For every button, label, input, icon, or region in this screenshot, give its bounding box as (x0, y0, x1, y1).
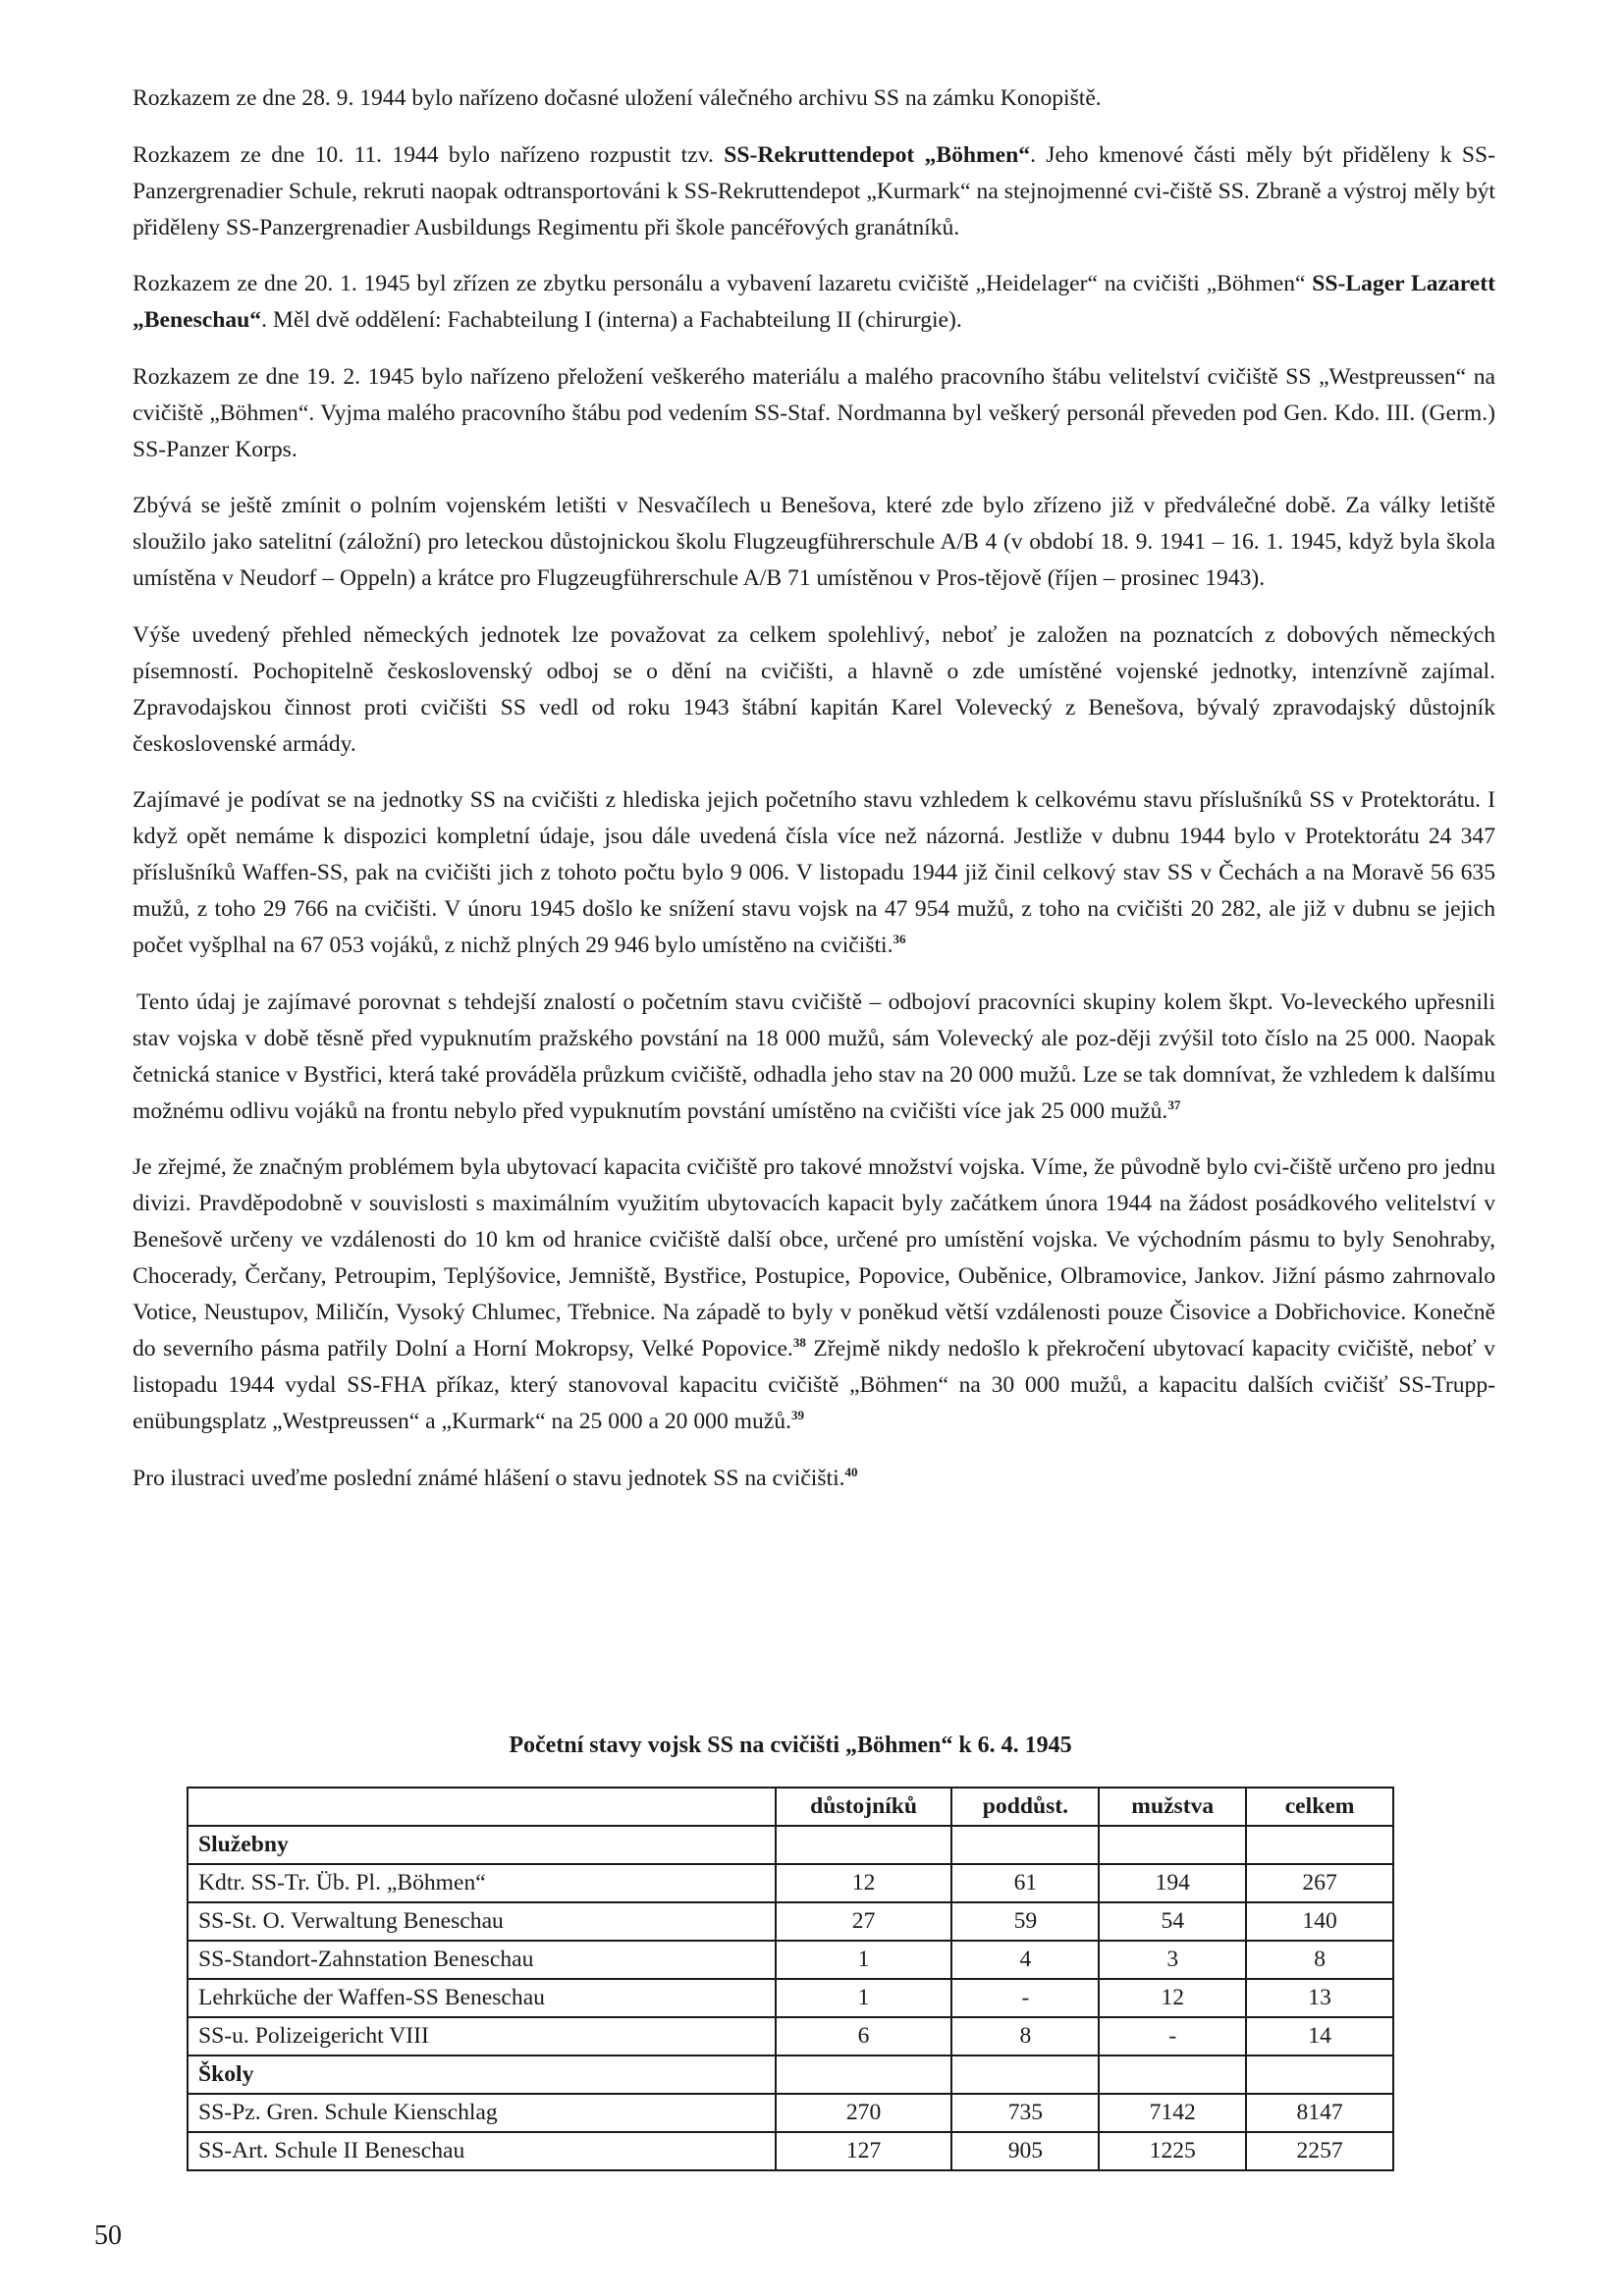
empty-cell (1246, 1826, 1393, 1864)
count-cell: 54 (1099, 1902, 1246, 1941)
count-cell: 8 (951, 2017, 1099, 2056)
count-cell: 12 (776, 1864, 952, 1902)
footnote-ref: 38 (792, 1335, 806, 1350)
count-cell: 7142 (1099, 2094, 1246, 2132)
table-row (188, 1941, 1393, 1979)
section-row (188, 1826, 1393, 1864)
count-cell: 735 (951, 2094, 1099, 2132)
text-run: Rozkazem ze dne 28. 9. 1944 bylo nařízeno dočasné uložení válečného archivu SS na zámku Konopiště. (133, 85, 1102, 111)
unit-name-cell: SS-Art. Schule II Beneschau (188, 2132, 776, 2170)
column-header: celkem (1246, 1788, 1393, 1826)
table-row (188, 1979, 1393, 2017)
text-run: Rozkazem ze dne 20. 1. 1945 byl zřízen ze zbytku personálu a vybavení lazaretu cvičiště „Heidelager“ na cvičišti „Böhmen“ (133, 271, 1313, 296)
empty-cell (951, 2056, 1099, 2094)
empty-cell (776, 2056, 952, 2094)
troop-strength-table (187, 1787, 1394, 2171)
count-cell: 140 (1246, 1902, 1393, 1941)
count-cell: 1 (776, 1979, 952, 2017)
paragraph (133, 1149, 1495, 1440)
header-cell-empty (188, 1788, 776, 1826)
count-cell: 59 (951, 1902, 1099, 1941)
count-cell: 1225 (1099, 2132, 1246, 2170)
count-cell: - (951, 1979, 1099, 2017)
footnote-ref: 39 (790, 1408, 804, 1422)
body-text (133, 80, 1495, 1517)
unit-name-cell: Lehrküche der Waffen-SS Beneschau (188, 1979, 776, 2017)
count-cell: 2257 (1246, 2132, 1393, 2170)
table-row (188, 2094, 1393, 2132)
count-cell: 267 (1246, 1864, 1393, 1902)
column-header: důstojníků (776, 1788, 952, 1826)
empty-cell (1099, 1826, 1246, 1864)
text-run: Je zřejmé, že značným problémem byla ubytovací kapacita cvičiště pro takové množství vojska. Víme, že původně bylo cvi-čiště určeno pro jednu divizi. Pravděpodobně v souvislosti s maximálním využitím ubytovacích kapacit byly začátkem února 1944 na žádost posádkového velitelství v Benešově určeny ve vzdálenosti do 10 km od hranice cvičiště další obce, určené pro umístění vojska. Ve východním pásmu to byly Senohraby, Chocerady, Čerčany, Petroupim, Teplýšovice, Jemniště, Bystřice, Postupice, Popovice, Ouběnice, Olbramovice, Jankov. Jižní pásmo zahrnovalo Votice, Neustupov, Miličín, Vysoký Chlumec, Třebnice. Na západě to byly v poněkud větší vzdálenosti pouze Čisovice a Dobřichovice. Konečně do severního pásma patřily Dolní a Horní Mokropsy, Velké Popovice. (133, 1154, 1495, 1362)
text-run: . Jeho kmenové části měly být přiděleny k SS-Panzergrenadier Schule, rekruti naopak odtransportováni k SS-Rekruttendepot „Kurmark“ na stejnojmenné cvi-čiště SS. Zbraně a výstroj měly být přiděleny SS-Panzergrenadier Ausbildungs Regimentu při škole pancéřových granátníků. (133, 141, 1495, 240)
footnote-ref: 37 (1167, 1096, 1181, 1112)
unit-name-cell: SS-u. Polizeigericht VIII (188, 2017, 776, 2056)
count-cell: 8 (1246, 1941, 1393, 1979)
text-run: Zajímavé je podívat se na jednotky SS na cvičišti z hlediska jejich početního stavu vzhledem k celkovému stavu příslušníků SS v Protektorátu. I když opět nemáme k dispozici kompletní údaje, jsou dále uvedená čísla více než názorná. Jestliže v dubnu 1944 bylo v Protektorátu 24 347 příslušníků Waffen-SS, pak na cvičišti jich z tohoto počtu bylo 9 006. V listopadu 1944 již činil celkový stav SS v Čechách a na Moravě 56 635 mužů, z toho 29 766 na cvičišti. V únoru 1945 došlo ke snížení stavu vojsk na 47 954 mužů, z toho na cvičišti 20 282, ale již v dubnu se jejich počet vyšplhal na 67 053 vojáků, z nichž plných 29 946 bylo umístěno na cvičišti. (133, 787, 1495, 958)
paragraph (133, 782, 1495, 964)
footnote-ref: 40 (844, 1464, 858, 1479)
empty-cell (1246, 2056, 1393, 2094)
unit-name-cell: SS-Standort-Zahnstation Beneschau (188, 1941, 776, 1979)
text-run: . Měl dvě oddělení: Fachabteilung I (interna) a Fachabteilung II (chirurgie). (261, 307, 962, 333)
count-cell: - (1099, 2017, 1246, 2056)
count-cell: 194 (1099, 1864, 1246, 1902)
text-run: Rozkazem ze dne 10. 11. 1944 bylo nařízeno rozpustit tzv. (133, 141, 725, 168)
section-label: Služebny (188, 1826, 776, 1864)
table-header-row (188, 1788, 1393, 1826)
paragraph (133, 1461, 1495, 1497)
text-run: Pro ilustraci uveďme poslední známé hlášení o stavu jednotek SS na cvičišti. (133, 1465, 845, 1491)
count-cell: 61 (951, 1864, 1099, 1902)
paragraph (133, 617, 1495, 763)
count-cell: 27 (776, 1902, 952, 1941)
text-run: Rozkazem ze dne 19. 2. 1945 bylo nařízeno přeložení veškerého materiálu a malého pracovního štábu velitelství cvičiště SS „Westpreussen“ na cvičiště „Böhmen“. Vyjma malého pracovního štábu pod vedením SS-Staf. Nordmanna byl veškerý personál převeden pod Gen. Kdo. III. (Germ.) SS-Panzer Korps. (133, 363, 1495, 462)
count-cell: 14 (1246, 2017, 1393, 2056)
paragraph (133, 80, 1495, 117)
unit-name-cell: SS-Pz. Gren. Schule Kienschlag (188, 2094, 776, 2132)
paragraph (133, 266, 1495, 339)
column-header: mužstva (1099, 1788, 1246, 1826)
unit-name-cell: SS-St. O. Verwaltung Beneschau (188, 1902, 776, 1941)
footnote-ref: 36 (893, 932, 906, 946)
table-caption: Početní stavy vojsk SS na cvičišti „Böhmen“ k 6. 4. 1945 (509, 1733, 1072, 1758)
empty-cell (1099, 2056, 1246, 2094)
table-row (188, 2132, 1393, 2170)
table-row (188, 2017, 1393, 2056)
section-row (188, 2056, 1393, 2094)
text-run: Výše uvedený přehled německých jednotek lze považovat za celkem spolehlivý, neboť je založen na poznatcích z dobových německých písemností. Pochopitelně československý odboj se o dění na cvičišti, a hlavně o zde umístěné vojenské jednotky, intenzívně zajímal. Zpravodajskou činnost proti cvičišti SS vedl od roku 1943 štábní kapitán Karel Volevecký z Benešova, bývalý zpravodajský důstojník československé armády. (133, 621, 1495, 757)
count-cell: 270 (776, 2094, 952, 2132)
unit-name-cell: Kdtr. SS-Tr. Üb. Pl. „Böhmen“ (188, 1864, 776, 1902)
table-row (188, 1864, 1393, 1902)
count-cell: 1 (776, 1941, 952, 1979)
page-number: 50 (94, 2220, 122, 2251)
count-cell: 4 (951, 1941, 1099, 1979)
bold-term: SS-Rekruttendepot „Böhmen“ (724, 141, 1031, 168)
bold-term: SS-Lager Lazarett „Beneschau“ (133, 271, 1495, 333)
text-run: Zbývá se ještě zmínit o polním vojenském letišti v Nesvačílech u Benešova, které zde bylo zřízeno již v předválečné době. Za války letiště sloužilo jako satelitní (záložní) pro leteckou důstojnickou školu Flugzeugführerschule A/B 4 (v období 18. 9. 1941 – 16. 1. 1945, když byla škola umístěna v Neudorf – Oppeln) a krátce pro Flugzeugführerschule A/B 71 umístěnou v Pros-tějově (říjen – prosinec 1943). (133, 493, 1495, 591)
text-run: Tento údaj je zajímavé porovnat s tehdejší znalostí o početním stavu cvičiště – odbojoví pracovníci skupiny kolem škpt. Vo-leveckého upřesnili stav vojska v době těsně před vypuknutím pražského povstání na 18 000 mužů, sám Volevecký ale poz-ději zvýšil toto číslo na 25 000. Naopak četnická stanice v Bystřici, která také prováděla průzkum cvičiště, odhadla jeho stav na 20 000 mužů. Lze se tak domnívat, že vzhledem k dalšímu možnému odlivu vojáků na frontu nebylo před vypuknutím povstání umístěno na cvičišti více jak 25 000 mužů. (133, 988, 1495, 1124)
column-header: poddůst. (951, 1788, 1099, 1826)
empty-cell (776, 1826, 952, 1864)
count-cell: 12 (1099, 1979, 1246, 2017)
count-cell: 13 (1246, 1979, 1393, 2017)
count-cell: 127 (776, 2132, 952, 2170)
paragraph (133, 985, 1495, 1130)
paragraph (133, 359, 1495, 468)
text-run: Zřejmě nikdy nedošlo k překročení ubytovací kapacity cvičiště, neboť v listopadu 1944 vydal SS-FHA příkaz, který stanovoval kapacitu cvičiště „Böhmen“ na 30 000 mužů, a kapacitu dalších cvičišť SS-Trupp-enübungsplatz „Westpreussen“ a „Kurmark“ na 25 000 a 20 000 mužů. (133, 1336, 1495, 1434)
count-cell: 905 (951, 2132, 1099, 2170)
paragraph (133, 137, 1495, 246)
count-cell: 6 (776, 2017, 952, 2056)
count-cell: 3 (1099, 1941, 1246, 1979)
count-cell: 8147 (1246, 2094, 1393, 2132)
empty-cell (951, 1826, 1099, 1864)
table-row (188, 1902, 1393, 1941)
paragraph (133, 488, 1495, 597)
section-label: Školy (188, 2056, 776, 2094)
